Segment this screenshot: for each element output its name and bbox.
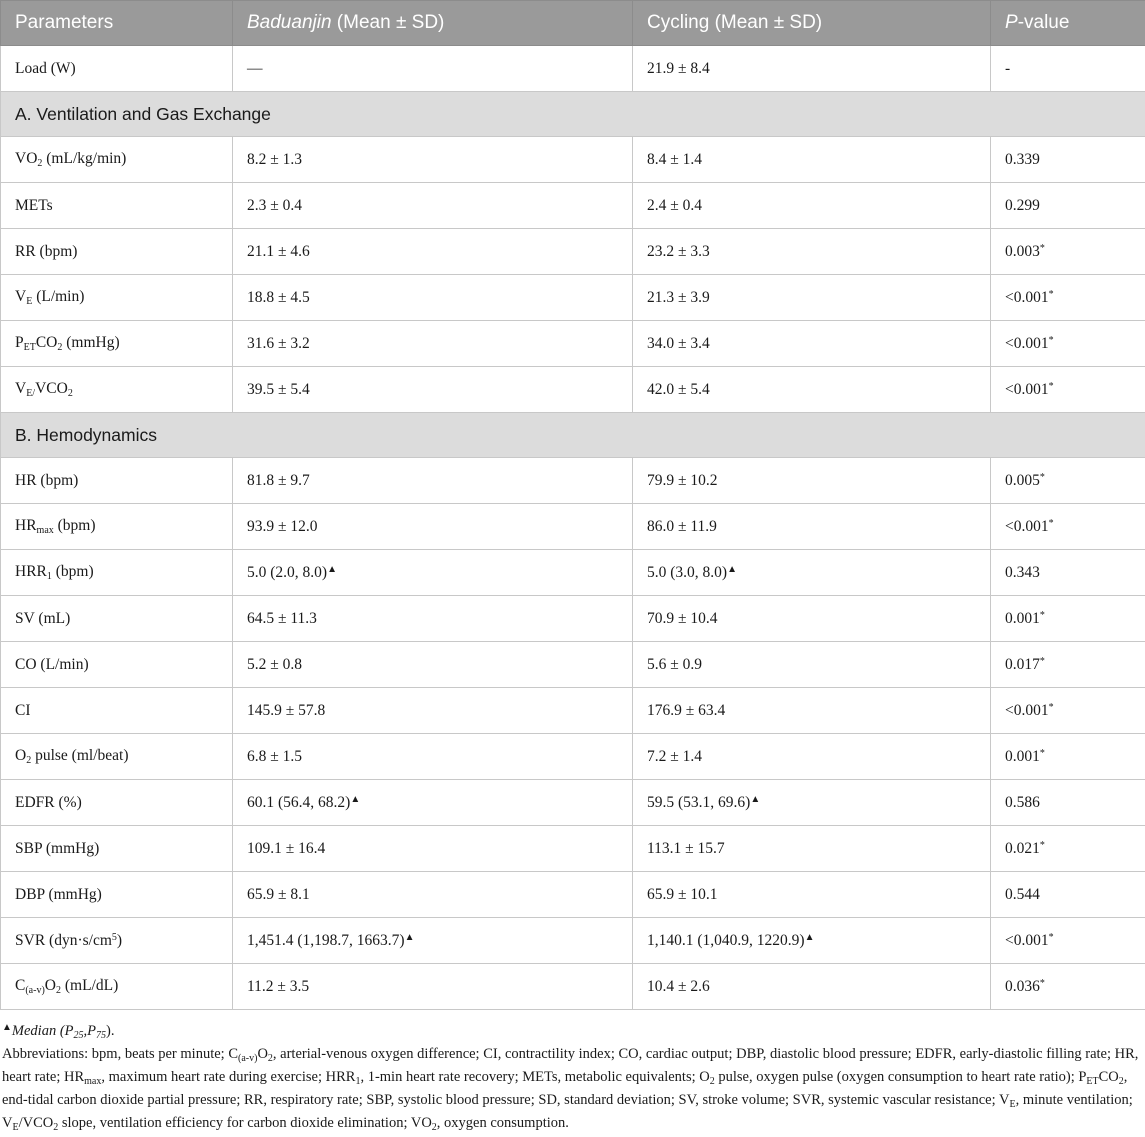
value-text: 2.4 ± 0.4 <box>647 197 702 214</box>
label-main: RR (bpm) <box>15 243 77 260</box>
cell-cycling <box>633 872 991 918</box>
abbr-subscript: (a-v) <box>238 1053 257 1064</box>
triangle-icon: ▲ <box>405 932 415 943</box>
label-main: C <box>15 977 25 994</box>
cell-pvalue <box>991 872 1145 918</box>
triangle-icon: ▲ <box>727 564 737 575</box>
abbr-text: Abbreviations: bpm, beats per minute; C <box>2 1046 238 1062</box>
cell-baduanjin <box>233 183 633 229</box>
cell-baduanjin <box>233 964 633 1010</box>
label-subscript: 2 <box>37 158 42 169</box>
value-text: 10.4 ± 2.6 <box>647 978 710 995</box>
significance-mark: * <box>1049 335 1054 346</box>
cell-baduanjin <box>233 780 633 826</box>
label-main: METs <box>15 197 53 214</box>
value-text: 0.299 <box>1005 197 1040 214</box>
abbr-subscript: 2 <box>710 1076 715 1087</box>
cell-pvalue <box>991 642 1145 688</box>
table-row <box>1 321 1145 367</box>
cell-cycling <box>633 596 991 642</box>
cell-cycling <box>633 550 991 596</box>
cell-baduanjin <box>233 229 633 275</box>
cell-cycling <box>633 504 991 550</box>
value-text: <0.001 <box>1005 702 1049 719</box>
value-text: 8.2 ± 1.3 <box>247 151 302 168</box>
abbr-text: CO <box>1099 1069 1119 1085</box>
label-subscript: 2 <box>68 388 73 399</box>
value-text: 5.2 ± 0.8 <box>247 656 302 673</box>
header-baduanjin-rest: (Mean ± SD) <box>332 12 445 33</box>
abbr-text: O <box>257 1046 267 1062</box>
label-superscript: 5 <box>112 932 117 943</box>
value-text: 0.586 <box>1005 794 1040 811</box>
cell-label: Load (W) <box>1 46 233 92</box>
section-title: B. Hemodynamics <box>1 413 1145 458</box>
cell-baduanjin <box>233 275 633 321</box>
cell-cycling <box>633 918 991 964</box>
value-text: 1,140.1 (1,040.9, 1220.9) <box>647 932 805 949</box>
cell-baduanjin <box>233 596 633 642</box>
abbr-text: pulse, oxygen pulse (oxygen consumption to heart rate ratio); P <box>715 1069 1087 1085</box>
abbr-text: slope, ventilation efficiency for carbon dioxide elimination; VO <box>58 1115 432 1131</box>
cell-pvalue <box>991 229 1145 275</box>
cell-label <box>1 734 233 780</box>
cell-pvalue <box>991 458 1145 504</box>
label-tail: CO <box>36 334 58 351</box>
label-subscript: ET <box>24 342 36 353</box>
abbr-text: , oxygen consumption. <box>437 1115 569 1131</box>
value-text: 0.003 <box>1005 243 1040 260</box>
cell-pvalue <box>991 688 1145 734</box>
label-subscript: (a-v) <box>25 985 44 996</box>
cell-baduanjin <box>233 826 633 872</box>
value-text: 0.036 <box>1005 978 1040 995</box>
cell-baduanjin <box>233 550 633 596</box>
cell-pvalue <box>991 504 1145 550</box>
table-body <box>1 46 1145 1010</box>
abbr-subscript: E <box>1009 1099 1015 1110</box>
cell-label <box>1 642 233 688</box>
cell-baduanjin <box>233 458 633 504</box>
abbr-subscript: 1 <box>355 1076 360 1087</box>
value-text: 7.2 ± 1.4 <box>647 748 702 765</box>
cell-cycling <box>633 183 991 229</box>
value-text: <0.001 <box>1005 932 1049 949</box>
label-tail: pulse (ml/beat) <box>31 747 128 764</box>
significance-mark: * <box>1049 518 1054 529</box>
label-subscript: 1 <box>47 571 52 582</box>
cell-label <box>1 367 233 413</box>
cell-baduanjin: — <box>233 46 633 92</box>
label-tail: (L/min) <box>32 288 84 305</box>
value-text: 109.1 ± 16.4 <box>247 840 325 857</box>
value-text: <0.001 <box>1005 518 1049 535</box>
cell-cycling <box>633 137 991 183</box>
cell-baduanjin <box>233 642 633 688</box>
triangle-icon: ▲ <box>2 1022 12 1033</box>
label-subscript: 2 <box>57 342 62 353</box>
label-subscript: E <box>26 296 32 307</box>
value-text: 113.1 ± 15.7 <box>647 840 725 857</box>
value-text: 11.2 ± 3.5 <box>247 978 309 995</box>
label-main: SBP (mmHg) <box>15 840 99 857</box>
cell-label <box>1 780 233 826</box>
value-text: 2.3 ± 0.4 <box>247 197 302 214</box>
footnote-abbreviations <box>2 1045 1143 1137</box>
cell-label <box>1 918 233 964</box>
significance-mark: * <box>1040 610 1045 621</box>
cell-baduanjin <box>233 367 633 413</box>
abbr-subscript: 2 <box>432 1122 437 1133</box>
label-tail: O <box>45 977 56 994</box>
value-text: 0.001 <box>1005 610 1040 627</box>
header-parameters: Parameters <box>1 1 233 46</box>
table-row <box>1 596 1145 642</box>
value-text: 21.3 ± 3.9 <box>647 289 710 306</box>
label-subscript: E/ <box>26 388 35 399</box>
section-row-ventilation <box>1 92 1145 137</box>
value-text: 39.5 ± 5.4 <box>247 381 310 398</box>
abbr-text: , 1-min heart rate recovery; METs, metabolic equivalents; O <box>360 1069 709 1085</box>
value-text: 60.1 (56.4, 68.2) <box>247 794 350 811</box>
table-row <box>1 183 1145 229</box>
cell-label <box>1 596 233 642</box>
cell-label <box>1 826 233 872</box>
value-text: 64.5 ± 11.3 <box>247 610 317 627</box>
label-main: V <box>15 380 26 397</box>
table-footnotes <box>0 1010 1145 1137</box>
label-main: V <box>15 288 26 305</box>
cell-pvalue <box>991 321 1145 367</box>
cell-pvalue <box>991 367 1145 413</box>
table-row <box>1 688 1145 734</box>
cell-label <box>1 458 233 504</box>
cell-pvalue <box>991 826 1145 872</box>
cell-cycling <box>633 458 991 504</box>
cell-label <box>1 964 233 1010</box>
value-text: 0.544 <box>1005 886 1040 903</box>
cell-label <box>1 137 233 183</box>
abbr-subscript: E <box>12 1122 18 1133</box>
value-text: 81.8 ± 9.7 <box>247 472 310 489</box>
value-text: 65.9 ± 10.1 <box>647 886 718 903</box>
table-row-load <box>1 46 1145 92</box>
label-main: P <box>15 334 24 351</box>
value-text: 0.339 <box>1005 151 1040 168</box>
cell-label <box>1 321 233 367</box>
cell-pvalue <box>991 780 1145 826</box>
label-main: EDFR (%) <box>15 794 82 811</box>
cell-pvalue <box>991 550 1145 596</box>
abbr-subscript: 2 <box>1119 1076 1124 1087</box>
value-text: 8.4 ± 1.4 <box>647 151 702 168</box>
label-main: SV (mL) <box>15 610 70 627</box>
abbr-text: , arterial-venous oxygen difference; CI, contractility index; CO, cardiac output; DBP, diastolic blood pressure; EDFR, early-diastolic filling rate; HR, heart rate; HR <box>2 1046 1138 1085</box>
cell-label <box>1 872 233 918</box>
median-label: Median ($P_{25},P_{75}$ <box>12 1023 106 1039</box>
label-main: CI <box>15 702 31 719</box>
significance-mark: * <box>1040 748 1045 759</box>
table-row <box>1 918 1145 964</box>
cell-baduanjin <box>233 504 633 550</box>
label-tail: ) <box>117 932 122 949</box>
label-main: CO (L/min) <box>15 656 89 673</box>
abbr-subscript: ET <box>1086 1076 1098 1087</box>
header-pvalue-rest: -value <box>1018 12 1070 33</box>
header-row <box>1 1 1145 46</box>
section-row-hemodynamics <box>1 413 1145 458</box>
value-text: 5.6 ± 0.9 <box>647 656 702 673</box>
cell-pvalue <box>991 918 1145 964</box>
table-row <box>1 137 1145 183</box>
label-tail: (mL/kg/min) <box>42 150 126 167</box>
cell-baduanjin <box>233 918 633 964</box>
cell-pvalue <box>991 964 1145 1010</box>
value-text: <0.001 <box>1005 381 1049 398</box>
abbr-subscript: 2 <box>268 1053 273 1064</box>
value-text: 31.6 ± 3.2 <box>247 335 310 352</box>
cell-baduanjin <box>233 688 633 734</box>
header-pvalue <box>991 1 1145 46</box>
cell-cycling <box>633 229 991 275</box>
label-main: SVR (dyn·s/cm <box>15 932 112 949</box>
table-row <box>1 229 1145 275</box>
cell-label <box>1 688 233 734</box>
cell-baduanjin <box>233 734 633 780</box>
value-text: 145.9 ± 57.8 <box>247 702 325 719</box>
abbr-subscript: max <box>84 1076 101 1087</box>
cell-label <box>1 229 233 275</box>
cell-cycling <box>633 275 991 321</box>
cell-label <box>1 504 233 550</box>
cell-cycling <box>633 826 991 872</box>
cell-pvalue <box>991 734 1145 780</box>
table-row <box>1 458 1145 504</box>
cell-cycling <box>633 367 991 413</box>
table-row <box>1 550 1145 596</box>
cell-cycling <box>633 780 991 826</box>
table-row <box>1 734 1145 780</box>
header-cycling: Cycling (Mean ± SD) <box>633 1 991 46</box>
cell-cycling <box>633 688 991 734</box>
triangle-icon: ▲ <box>350 794 360 805</box>
value-text: 18.8 ± 4.5 <box>247 289 310 306</box>
cell-cycling <box>633 642 991 688</box>
abbr-text: /VCO <box>19 1115 54 1131</box>
triangle-icon: ▲ <box>327 564 337 575</box>
value-text: 59.5 (53.1, 69.6) <box>647 794 750 811</box>
cell-pvalue: - <box>991 46 1145 92</box>
value-text: 0.005 <box>1005 472 1040 489</box>
cell-label <box>1 275 233 321</box>
label-tail: (mmHg) <box>62 334 119 351</box>
value-text: 23.2 ± 3.3 <box>647 243 710 260</box>
value-text: 6.8 ± 1.5 <box>247 748 302 765</box>
label-main: HRR <box>15 563 47 580</box>
label-tail: VCO <box>35 380 68 397</box>
label-tail: (mL/dL) <box>61 977 118 994</box>
cell-cycling <box>633 321 991 367</box>
significance-mark: * <box>1049 932 1054 943</box>
triangle-icon: ▲ <box>750 794 760 805</box>
table-row <box>1 872 1145 918</box>
value-text: 0.343 <box>1005 564 1040 581</box>
significance-mark: * <box>1040 978 1045 989</box>
value-text: 42.0 ± 5.4 <box>647 381 710 398</box>
cell-cycling: 21.9 ± 8.4 <box>633 46 991 92</box>
cell-pvalue <box>991 275 1145 321</box>
label-tail: (bpm) <box>54 517 96 534</box>
cell-label <box>1 183 233 229</box>
value-text: <0.001 <box>1005 335 1049 352</box>
value-text: 34.0 ± 3.4 <box>647 335 710 352</box>
abbr-subscript: 2 <box>53 1122 58 1133</box>
significance-mark: * <box>1049 289 1054 300</box>
label-subscript: 2 <box>56 985 61 996</box>
value-text: 0.021 <box>1005 840 1040 857</box>
significance-mark: * <box>1049 381 1054 392</box>
footnote-median: ▲Median $(P_{25},P_{75})$. <box>2 1018 1143 1045</box>
label-main: DBP (mmHg) <box>15 886 102 903</box>
label-subscript: 2 <box>26 755 31 766</box>
significance-mark: * <box>1049 702 1054 713</box>
value-text: 176.9 ± 63.4 <box>647 702 725 719</box>
value-text: 5.0 (3.0, 8.0) <box>647 564 727 581</box>
label-main: HR <box>15 517 37 534</box>
label-subscript: max <box>37 525 54 536</box>
table-row <box>1 964 1145 1010</box>
label-tail: (bpm) <box>52 563 94 580</box>
cell-pvalue <box>991 596 1145 642</box>
value-text: 1,451.4 (1,198.7, 1663.7) <box>247 932 405 949</box>
label-main: HR (bpm) <box>15 472 78 489</box>
cell-label <box>1 550 233 596</box>
value-text: <0.001 <box>1005 289 1049 306</box>
section-title: A. Ventilation and Gas Exchange <box>1 92 1145 137</box>
table-row <box>1 367 1145 413</box>
cell-pvalue <box>991 183 1145 229</box>
header-pvalue-italic: P <box>1005 12 1018 33</box>
cell-cycling <box>633 734 991 780</box>
header-baduanjin-italic: Baduanjin <box>247 12 332 33</box>
table-row <box>1 642 1145 688</box>
value-text: 93.9 ± 12.0 <box>247 518 318 535</box>
triangle-icon: ▲ <box>805 932 815 943</box>
value-text: 65.9 ± 8.1 <box>247 886 310 903</box>
abbr-text: , end-tidal carbon dioxide partial pressure; RR, respiratory rate; SBP, systolic blood pressure; SD, standard deviation; SV, stroke volume; SVR, systemic vascular resistance; V <box>2 1069 1127 1108</box>
significance-mark: * <box>1040 656 1045 667</box>
abbr-text: , minute ventilation; V <box>2 1092 1133 1131</box>
cell-baduanjin <box>233 321 633 367</box>
cell-baduanjin <box>233 137 633 183</box>
value-text: 21.1 ± 4.6 <box>247 243 310 260</box>
cell-cycling <box>633 964 991 1010</box>
value-text: 0.001 <box>1005 748 1040 765</box>
table-row <box>1 275 1145 321</box>
abbr-text: , maximum heart rate during exercise; HRR <box>101 1069 355 1085</box>
table-row <box>1 504 1145 550</box>
significance-mark: * <box>1040 840 1045 851</box>
value-text: 70.9 ± 10.4 <box>647 610 718 627</box>
value-text: 79.9 ± 10.2 <box>647 472 718 489</box>
cell-baduanjin <box>233 872 633 918</box>
table-row <box>1 826 1145 872</box>
label-main: VO <box>15 150 37 167</box>
value-text: 0.017 <box>1005 656 1040 673</box>
value-text: 5.0 (2.0, 8.0) <box>247 564 327 581</box>
table-row <box>1 780 1145 826</box>
value-text: 86.0 ± 11.9 <box>647 518 717 535</box>
label-main: O <box>15 747 26 764</box>
significance-mark: * <box>1040 243 1045 254</box>
significance-mark: * <box>1040 472 1045 483</box>
header-baduanjin <box>233 1 633 46</box>
cell-pvalue <box>991 137 1145 183</box>
